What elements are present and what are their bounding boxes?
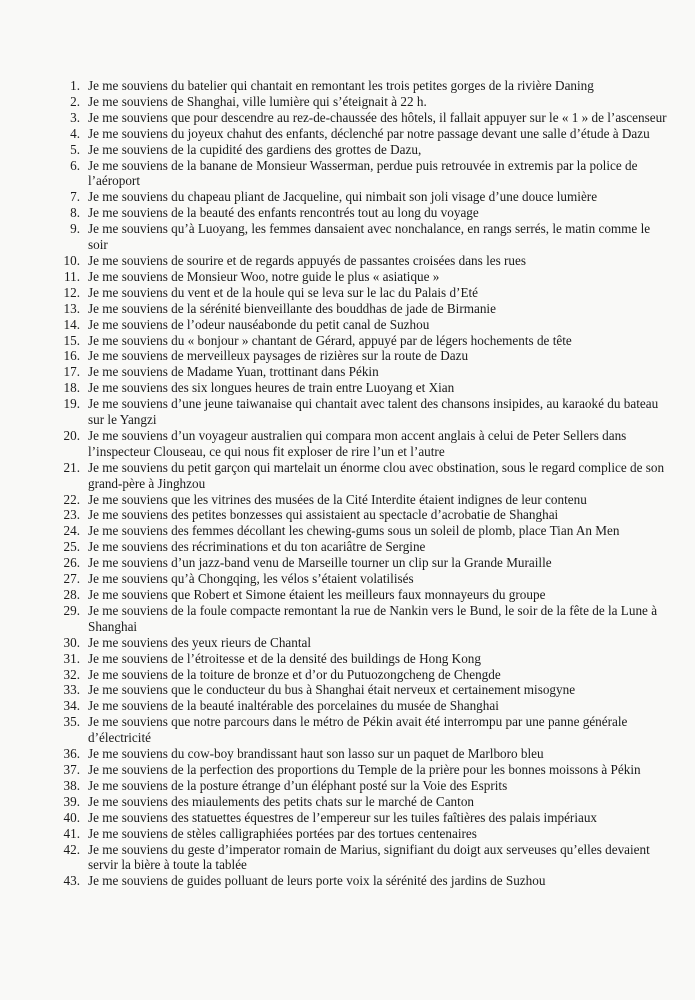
item-number: 7. [70, 189, 80, 205]
item-text: Je me souviens que pour descendre au rez-de-chaussée des hôtels, il fallait appuyer sur le « 1 » de l’ascenseur [88, 109, 667, 125]
item-text: Je me souviens de merveilleux paysages de rizières sur la route de Dazu [88, 348, 469, 364]
item-text: Je me souviens d’une jeune taiwanaise qui chantait avec talent des chansons insipides, au karaoké du bateau sur le Yangzi [88, 396, 659, 428]
list-item [50, 396, 670, 428]
item-number: 1. [70, 78, 80, 93]
list-item [50, 189, 670, 205]
list-item [50, 333, 670, 349]
list-item [50, 635, 670, 651]
list-item [50, 205, 670, 221]
item-number: 23. [63, 507, 80, 523]
list-item [50, 142, 670, 158]
item-number: 16. [63, 348, 80, 364]
list-item [50, 285, 670, 301]
list-item [50, 94, 670, 110]
list-item [50, 651, 670, 667]
list-item [50, 555, 670, 571]
item-number: 18. [63, 380, 80, 396]
list-item [50, 301, 670, 317]
list-item [50, 110, 670, 126]
item-number: 19. [63, 396, 80, 412]
item-number: 26. [63, 555, 80, 571]
item-text: Je me souviens du « bonjour » chantant de Gérard, appuyé par de légers hochements de tête [88, 332, 572, 348]
item-text: Je me souviens de la perfection des proportions du Temple de la prière pour les bonnes moissons à Pékin [88, 761, 641, 777]
item-text: Je me souviens que les vitrines des musées de la Cité Interdite étaient indignes de leur contenu [88, 491, 587, 507]
list-item [50, 842, 670, 874]
item-text: Je me souviens de la cupidité des gardiens des grottes de Dazu, [88, 141, 422, 157]
item-text: Je me souviens du cow-boy brandissant haut son lasso sur un paquet de Marlboro bleu [88, 746, 544, 762]
list-item [50, 460, 670, 492]
list-item [50, 714, 670, 746]
list-item [50, 778, 670, 794]
item-number: 17. [63, 364, 80, 380]
list-item [50, 523, 670, 539]
item-text: Je me souviens d’un jazz-band venu de Marseille tourner un clip sur la Grande Muraille [88, 555, 552, 571]
item-text: Je me souviens de l’odeur nauséabonde du petit canal de Suzhou [88, 316, 430, 332]
item-number: 13. [63, 300, 80, 316]
item-text: Je me souviens du petit garçon qui martelait un énorme clou avec obstination, sous le regard complice de son grand-père à Jinghzou [88, 459, 665, 491]
item-text: Je me souviens des petites bonzesses qui assistaient au spectacle d’acrobatie de Shanghai [88, 507, 559, 523]
list-item [50, 667, 670, 683]
item-text: Je me souviens de la toiture de bronze et d’or du Putuozongcheng de Chengde [88, 666, 501, 682]
item-number: 14. [63, 316, 80, 332]
list-item [50, 810, 670, 826]
item-text: Je me souviens des statuettes équestres de l’empereur sur les tuiles faîtières des palais impériaux [88, 809, 598, 825]
list-item [50, 78, 670, 94]
item-text: Je me souviens des miaulements des petits chats sur le marché de Canton [88, 793, 475, 809]
item-number: 28. [63, 587, 80, 602]
list-item [50, 682, 670, 698]
item-number: 11. [64, 268, 80, 284]
list-item [50, 317, 670, 333]
item-number: 6. [70, 157, 80, 173]
item-number: 8. [70, 205, 80, 221]
item-number: 12. [63, 284, 80, 300]
item-text: Je me souviens de la foule compacte remontant la rue de Nankin vers le Bund, le soir de la fête de la Lune à Shanghai [88, 602, 658, 634]
item-number: 29. [63, 602, 80, 618]
list-item [50, 746, 670, 762]
item-number: 36. [63, 746, 80, 762]
item-number: 21. [63, 459, 80, 475]
list-item [50, 873, 670, 889]
list-item [50, 762, 670, 778]
list-item [50, 221, 670, 253]
item-number: 10. [63, 252, 80, 268]
item-number: 41. [63, 825, 80, 841]
item-number: 22. [63, 491, 80, 507]
item-text: Je me souviens de stèles calligraphiées portées par des tortues centenaires [88, 825, 477, 841]
item-number: 15. [63, 332, 80, 348]
item-text: Je me souviens des yeux rieurs de Chantal [88, 634, 312, 650]
item-text: Je me souviens de sourire et de regards appuyés de passantes croisées dans les rues [88, 252, 526, 268]
item-number: 33. [63, 682, 80, 698]
item-text: Je me souviens de la beauté inaltérable des porcelaines du musée de Shanghai [88, 698, 499, 714]
item-number: 43. [63, 873, 80, 889]
list-item [50, 492, 670, 508]
item-number: 32. [63, 666, 80, 682]
item-text: Je me souviens de guides polluant de leurs porte voix la sérénité des jardins de Suzhou [88, 873, 546, 889]
item-number: 5. [70, 141, 80, 157]
item-number: 20. [63, 427, 80, 443]
list-item [50, 364, 670, 380]
item-text: Je me souviens des six longues heures de train entre Luoyang et Xian [88, 380, 455, 396]
list-item [50, 603, 670, 635]
item-number: 4. [70, 125, 80, 141]
item-number: 39. [63, 793, 80, 809]
list-item [50, 380, 670, 396]
item-number: 30. [63, 634, 80, 650]
list-item [50, 587, 670, 603]
item-number: 37. [63, 761, 80, 777]
list-item [50, 269, 670, 285]
memory-list [50, 78, 670, 889]
item-number: 27. [63, 571, 80, 587]
item-number: 35. [63, 714, 80, 730]
item-text: Je me souviens de Madame Yuan, trottinant dans Pékin [88, 364, 379, 380]
item-number: 2. [70, 93, 80, 109]
list-item [50, 428, 670, 460]
item-number: 3. [70, 109, 80, 125]
list-item [50, 253, 670, 269]
item-text: Je me souviens du joyeux chahut des enfants, déclenché par notre passage devant une salle d’étude à Dazu [88, 125, 650, 141]
item-text: Je me souviens des récriminations et du ton acariâtre de Sergine [88, 539, 426, 555]
item-text: Je me souviens qu’à Luoyang, les femmes dansaient avec nonchalance, en rangs serrés, le matin comme le soir [88, 221, 651, 253]
list-item [50, 539, 670, 555]
item-text: Je me souviens de Monsieur Woo, notre guide le plus « asiatique » [88, 268, 440, 284]
item-number: 38. [63, 777, 80, 793]
list-item [50, 158, 670, 190]
item-text: Je me souviens de la posture étrange d’un éléphant posté sur la Voie des Esprits [88, 777, 508, 793]
item-text: Je me souviens de la beauté des enfants rencontrés tout au long du voyage [88, 205, 479, 221]
item-text: Je me souviens du chapeau pliant de Jacqueline, qui nimbait son joli visage d’une douce lumière [88, 189, 598, 205]
item-number: 9. [70, 221, 80, 237]
item-text: Je me souviens des femmes décollant les chewing-gums sous un soleil de plomb, place Tian An Men [88, 523, 620, 539]
item-number: 31. [63, 650, 80, 666]
item-text: Je me souviens de la sérénité bienveillante des bouddhas de jade de Birmanie [88, 300, 496, 316]
list-item [50, 794, 670, 810]
item-text: Je me souviens qu’à Chongqing, les vélos s’étaient volatilisés [88, 571, 414, 587]
list-item [50, 698, 670, 714]
list-item [50, 348, 670, 364]
list-item [50, 507, 670, 523]
item-number: 34. [63, 698, 80, 714]
item-text: Je me souviens de la banane de Monsieur Wasserman, perdue puis retrouvée in extremis par la police de l’aéroport [88, 157, 638, 189]
item-text: Je me souviens d’un voyageur australien qui compara mon accent anglais à celui de Peter Sellers dans l’inspecteur Clouseau, ce qui nous fit exploser de rire l’un et l’autre [88, 427, 627, 459]
item-number: 24. [63, 523, 80, 539]
item-text: Je me souviens du vent et de la houle qui se leva sur le lac du Palais d’Eté [88, 284, 479, 300]
item-text: Je me souviens du geste d’imperator romain de Marius, signifiant du doigt aux serveuses qu’elles devaient servir la bière à toute la tablée [88, 841, 650, 873]
item-number: 25. [63, 539, 80, 555]
item-text: Je me souviens que notre parcours dans le métro de Pékin avait été interrompu par une panne générale d’électricité [88, 714, 628, 746]
item-number: 42. [63, 841, 80, 857]
list-item [50, 126, 670, 142]
list-item [50, 826, 670, 842]
item-text: Je me souviens de l’étroitesse et de la densité des buildings de Hong Kong [88, 650, 481, 666]
item-text: Je me souviens du batelier qui chantait en remontant les trois petites gorges de la rivière Daning [88, 78, 594, 93]
item-text: Je me souviens que Robert et Simone étaient les meilleurs faux monnayeurs du groupe [88, 587, 546, 602]
item-text: Je me souviens de Shanghai, ville lumière qui s’éteignait à 22 h. [88, 93, 427, 109]
item-text: Je me souviens que le conducteur du bus à Shanghai était nerveux et certainement misogyne [88, 682, 576, 698]
list-item [50, 571, 670, 587]
item-number: 40. [63, 809, 80, 825]
